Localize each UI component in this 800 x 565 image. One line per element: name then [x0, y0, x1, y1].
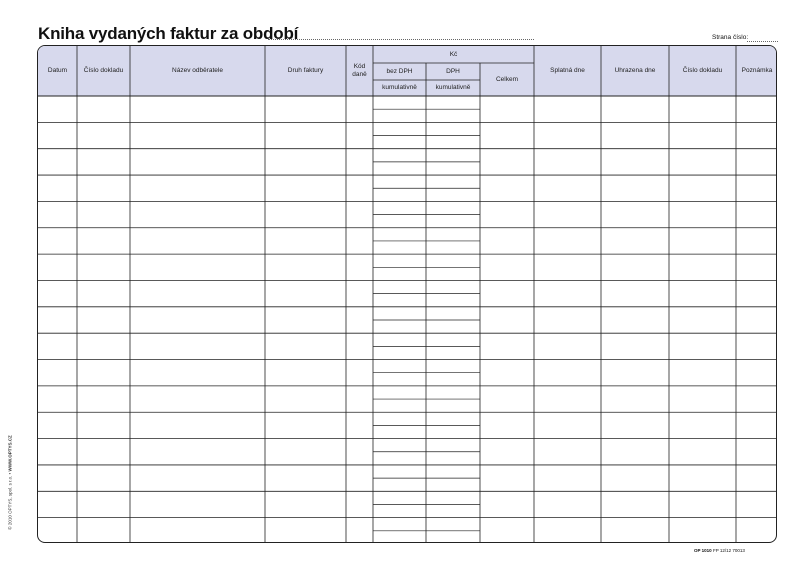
header-dph: DPH	[446, 67, 460, 75]
form-code-main: OP 1010	[694, 548, 712, 553]
table-row	[38, 465, 777, 491]
table-grid	[38, 46, 777, 543]
period-fill-line[interactable]	[268, 39, 534, 40]
header-kod-dane: Kód daně	[352, 63, 367, 78]
form-code	[694, 548, 745, 553]
table-row	[38, 254, 777, 280]
page-number-label: Strana číslo:	[712, 34, 749, 41]
header-splatna-dne: Splatná dne	[550, 67, 585, 74]
header-cislo-dokladu-2: Číslo dokladu	[682, 67, 723, 74]
table-row	[38, 360, 777, 386]
header-kc: Kč	[449, 50, 458, 58]
form-code-rest: FP 12/12 70013	[712, 548, 745, 553]
header-kumulativne-bez-dph: kumulativně	[382, 84, 417, 91]
table-row	[38, 386, 777, 412]
table-row	[38, 201, 777, 227]
copyright-text: © 2010 OPTYS, spol. s r.o.	[7, 475, 13, 530]
header-uhrazena-dne: Uhrazena dne	[614, 67, 656, 74]
table-row	[38, 491, 777, 517]
invoice-book-table	[37, 45, 777, 543]
table-row	[38, 96, 777, 122]
table-row	[38, 307, 777, 333]
header-druh-faktury: Druh faktury	[287, 67, 324, 74]
page-number-fill-line[interactable]	[747, 41, 778, 42]
table-row	[38, 122, 777, 148]
table-row	[38, 412, 777, 438]
table-row	[38, 228, 777, 254]
header-celkem: Celkem	[495, 75, 519, 83]
header-poznamka: Poznámka	[741, 67, 773, 74]
header-cislo-dokladu: Číslo dokladu	[83, 67, 124, 74]
table-row	[38, 149, 777, 175]
header-datum: Datum	[47, 67, 68, 74]
header-kumulativne-dph: kumulativně	[435, 84, 471, 91]
table-row	[38, 518, 777, 543]
website-text: WWW.OPTYS.CZ	[7, 435, 13, 472]
table-row	[38, 280, 777, 306]
header-bez-dph: bez DPH	[386, 67, 413, 75]
copyright-note: © 2010 OPTYS, spol. s r.o. • WWW.OPTYS.CZ	[7, 435, 13, 530]
header-nazev-odberatele: Název odběratele	[172, 67, 223, 74]
table-row	[38, 439, 777, 465]
table-row	[38, 333, 777, 359]
page-title: Kniha vydaných faktur za období	[38, 24, 299, 43]
table-row	[38, 175, 777, 201]
